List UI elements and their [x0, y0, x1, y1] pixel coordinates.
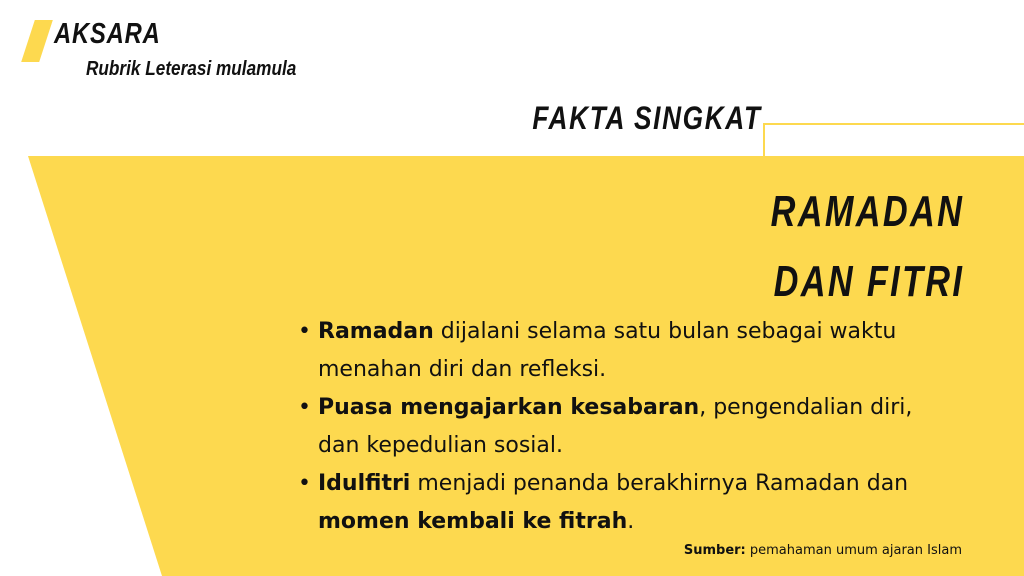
fact-item-idulfitri: [296, 465, 956, 541]
source-note: [684, 543, 962, 558]
title-line-2: DAN FITRI: [773, 257, 964, 306]
fact-item-puasa: [296, 389, 956, 465]
source-text: pemahaman umum ajaran Islam: [745, 543, 962, 558]
brand-tagline: Rubrik Leterasi mulamula: [86, 58, 297, 80]
bullet-icon: •: [298, 395, 311, 420]
fact-3-bold-2: momen kembali ke fitrah: [318, 509, 628, 534]
fact-3-text: menjadi penanda berakhirnya Ramadan dan: [410, 471, 909, 496]
fact-1-text: dijalani selama satu bulan sebagai waktu menahan diri dan refleksi.: [318, 319, 897, 382]
fact-2-bold: Puasa mengajarkan kesabaran: [318, 395, 700, 420]
corner-accent-line: [764, 124, 1024, 156]
fact-3-bold: Idulfitri: [318, 471, 411, 496]
bullet-icon: •: [298, 319, 311, 344]
page-title: [770, 177, 964, 317]
fact-item-ramadan: [296, 313, 956, 389]
fact-3-end: .: [627, 509, 635, 534]
brand-name: AKSARA: [54, 18, 161, 50]
source-label: Sumber:: [683, 543, 746, 558]
fact-1-bold: Ramadan: [318, 319, 434, 344]
bullet-icon: •: [298, 471, 311, 496]
title-line-1: RAMADAN: [770, 187, 964, 236]
section-label: FAKTA SINGKAT: [532, 100, 762, 136]
fact-2-text: , pengendalian diri, dan kepedulian sosial.: [318, 395, 913, 458]
facts-list: [296, 313, 956, 541]
